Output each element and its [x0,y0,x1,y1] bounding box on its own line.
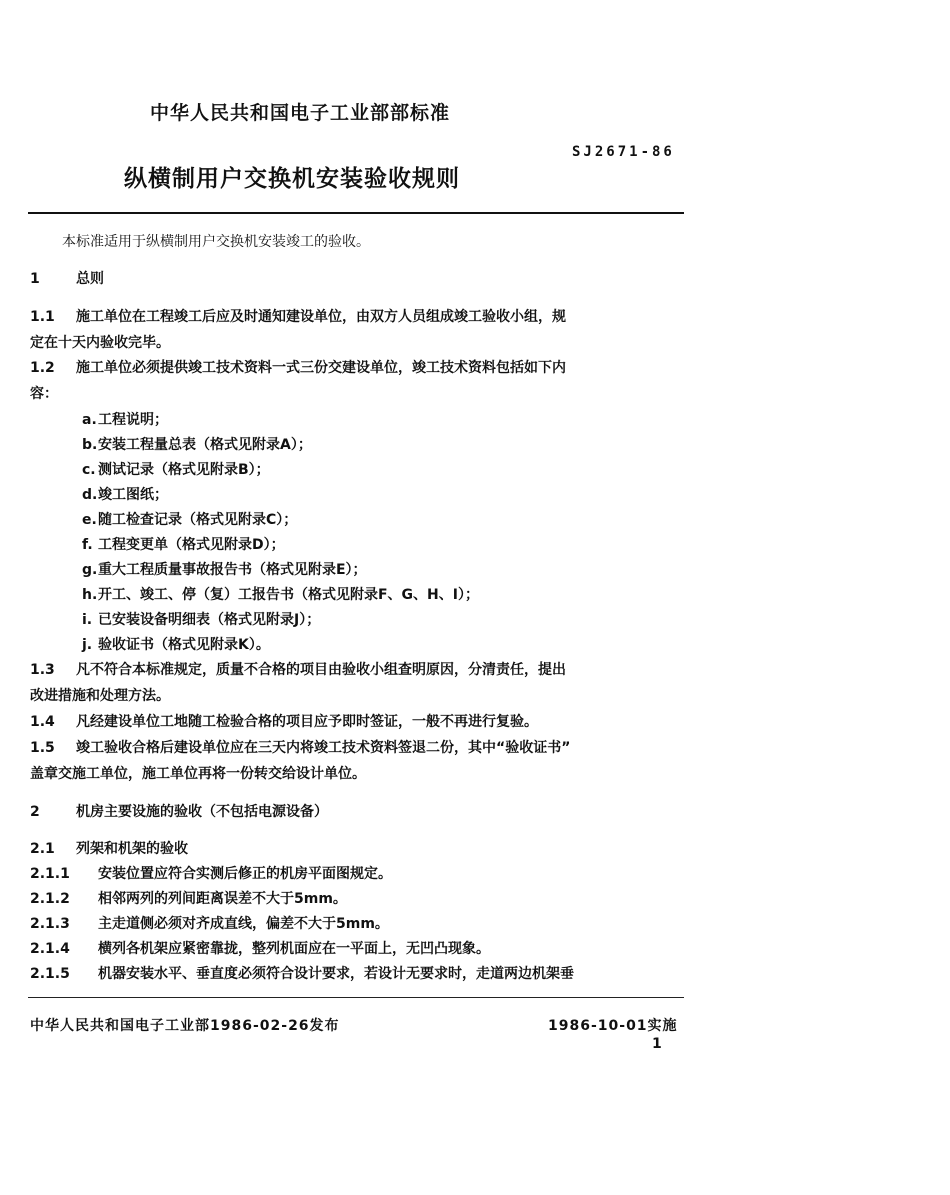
subclause [30,863,392,883]
clause-text: 凡不符合本标准规定，质量不合格的项目由验收小组查明原因，分清责任，提出 [76,662,566,678]
item-letter: g. [82,562,98,578]
item-letter: e. [82,512,97,528]
section-number: 2 [30,804,40,820]
issue-date: 中华人民共和国电子工业部1986-02-26发布 [30,1018,340,1034]
clause-1-5 [30,737,570,757]
list-item [82,509,297,529]
clause-text: 列架和机架的验收 [76,841,188,857]
subclause-text: 主走道侧必须对齐成直线，偏差不大于5mm。 [98,916,389,932]
section-title: 总则 [76,271,104,287]
clause-1-5-continued: 盖章交施工单位，施工单位再将一份转交给设计单位。 [30,766,366,782]
clause-number: 1.4 [30,714,55,730]
list-item [82,559,367,579]
intro-paragraph: 本标准适用于纵横制用户交换机安装竣工的验收。 [62,234,370,250]
list-item [82,409,168,429]
subclause-text: 相邻两列的列间距离误差不大于5mm。 [98,891,347,907]
item-letter: f. [82,537,93,553]
clause-1-1 [30,306,566,326]
item-letter: c. [82,462,96,478]
item-text: 安装工程量总表（格式见附录A）； [98,437,312,453]
list-item [82,584,479,604]
subclause-number: 2.1.1 [30,866,70,882]
subclause-number: 2.1.5 [30,966,70,982]
item-text: 竣工图纸； [98,487,168,503]
header-divider [28,212,684,214]
standard-code: SJ2671-86 [572,144,675,160]
clause-text: 施工单位必须提供竣工技术资料一式三份交建设单位，竣工技术资料包括如下内 [76,360,566,376]
item-letter: h. [82,587,98,603]
item-text: 测试记录（格式见附录B）； [98,462,270,478]
effective-date: 1986-10-01实施 [548,1018,678,1034]
clause-1-2 [30,357,566,377]
clause-text: 竣工验收合格后建设单位应在三天内将竣工技术资料签退二份，其中“验收证书” [76,740,571,756]
clause-text: 施工单位在工程竣工后应及时通知建设单位，由双方人员组成竣工验收小组，规 [76,309,566,325]
document-title: 纵横制用户交换机安装验收规则 [124,166,460,192]
list-item [82,534,285,554]
item-text: 已安装设备明细表（格式见附录J）； [98,612,321,628]
subclause [30,888,347,908]
item-letter: a. [82,412,97,428]
subclause-text: 横列各机架应紧密靠拢，整列机面应在一平面上，无凹凸现象。 [98,941,490,957]
item-text: 工程变更单（格式见附录D）； [98,537,285,553]
list-item [82,634,270,654]
clause-number: 1.3 [30,662,55,678]
clause-1-3 [30,659,566,679]
subclause-number: 2.1.3 [30,916,70,932]
section-1-heading [30,268,104,288]
item-letter: b. [82,437,98,453]
item-text: 开工、竣工、停（复）工报告书（格式见附录F、G、H、I）； [98,587,479,603]
issuing-organization: 中华人民共和国电子工业部部标准 [150,102,451,124]
subclause [30,913,389,933]
subclause [30,938,490,958]
item-text: 随工检查记录（格式见附录C）； [98,512,298,528]
section-title: 机房主要设施的验收（不包括电源设备） [76,804,328,820]
page-number: 1 [652,1036,662,1052]
clause-1-2-continued: 容： [30,386,58,402]
clause-text: 凡经建设单位工地随工检验合格的项目应予即时签证，一般不再进行复验。 [76,714,538,730]
list-item [82,434,312,454]
clause-2-1 [30,838,188,858]
clause-1-3-continued: 改进措施和处理方法。 [30,688,170,704]
subclause-text: 机器安装水平、垂直度必须符合设计要求，若设计无要求时，走道两边机架垂 [98,966,574,982]
clause-number: 2.1 [30,841,55,857]
clause-number: 1.5 [30,740,55,756]
item-letter: j. [82,637,93,653]
clause-1-1-continued: 定在十天内验收完毕。 [30,335,170,351]
item-text: 验收证书（格式见附录K）。 [98,637,270,653]
item-letter: d. [82,487,98,503]
clause-number: 1.2 [30,360,55,376]
section-2-heading [30,801,328,821]
clause-number: 1.1 [30,309,55,325]
clause-1-4 [30,711,538,731]
subclause-number: 2.1.4 [30,941,70,957]
list-item [82,484,168,504]
item-text: 重大工程质量事故报告书（格式见附录E）； [98,562,367,578]
subclause-number: 2.1.2 [30,891,70,907]
subclause-text: 安装位置应符合实测后修正的机房平面图规定。 [98,866,392,882]
section-number: 1 [30,271,40,287]
subclause [30,963,574,983]
item-text: 工程说明； [98,412,168,428]
footer-divider [28,997,684,998]
list-item [82,459,270,479]
list-item [82,609,320,629]
item-letter: i. [82,612,93,628]
